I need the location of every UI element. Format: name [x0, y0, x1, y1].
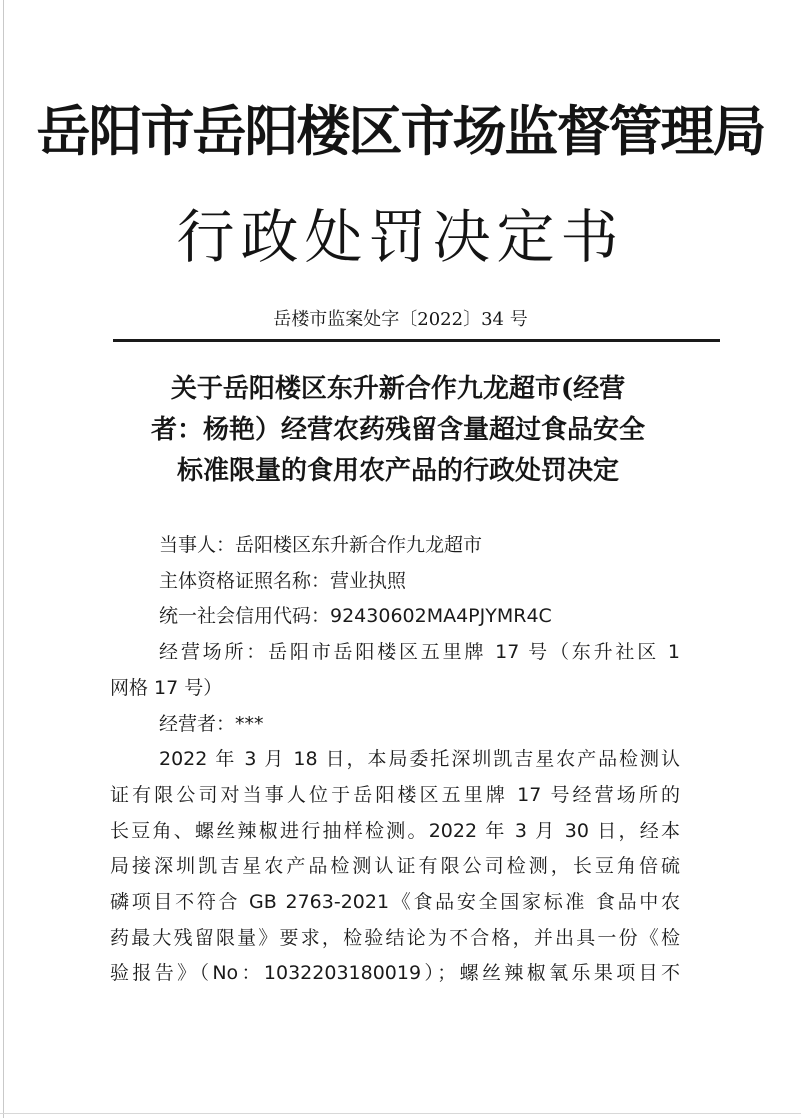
case-title-line-3: 标准限量的食用农产品的行政处罚决定	[176, 456, 619, 486]
case-title-line-1: 关于岳阳楼区东升新合作九龙超市(经营	[170, 374, 626, 404]
body-line-3: 长豆角、螺丝辣椒进行抽样检测。2022 年 3 月 30 日，经本	[110, 819, 680, 842]
credit-code-field: 统一社会信用代码：92430602MA4PJYMR4C	[159, 605, 552, 628]
case-title	[118, 369, 678, 492]
document-type-title: 行政处罚决定书	[176, 203, 625, 271]
body-line-2: 证有限公司对当事人位于岳阳楼区五里牌 17 号经营场所的	[110, 783, 680, 806]
header-divider	[113, 339, 720, 342]
document-body	[110, 528, 680, 992]
address-field-line-1: 经营场所：岳阳市岳阳楼区五里牌 17 号（东升社区 1	[159, 641, 680, 664]
body-line-7: 验报告》（No：1032203180019）；螺丝辣椒氧乐果项目不	[110, 962, 680, 985]
license-name-field: 主体资格证照名称：营业执照	[159, 569, 407, 592]
address-field-line-2: 网格 17 号）	[110, 676, 223, 699]
document-number: 岳楼市监案处字〔2022〕34 号	[273, 309, 528, 330]
operator-field: 经营者：***	[159, 712, 264, 735]
case-title-line-2: 者：杨艳）经营农药残留含量超过食品安全	[150, 415, 645, 445]
page-bottom-edge	[0, 1113, 801, 1114]
body-line-5: 磷项目不符合 GB 2763-2021《食品安全国家标准 食品中农	[110, 891, 680, 914]
party-field: 当事人：岳阳楼区东升新合作九龙超市	[159, 534, 483, 556]
agency-name: 岳阳市岳阳楼区市场监督管理局	[36, 100, 765, 163]
body-line-4: 局接深圳凯吉星农产品检测认证有限公司检测，长豆角倍硫	[110, 855, 680, 878]
body-line-6: 药最大残留限量》要求，检验结论为不合格，并出具一份《检	[110, 926, 680, 949]
body-line-1: 2022 年 3 月 18 日，本局委托深圳凯吉星农产品检测认	[159, 748, 680, 771]
